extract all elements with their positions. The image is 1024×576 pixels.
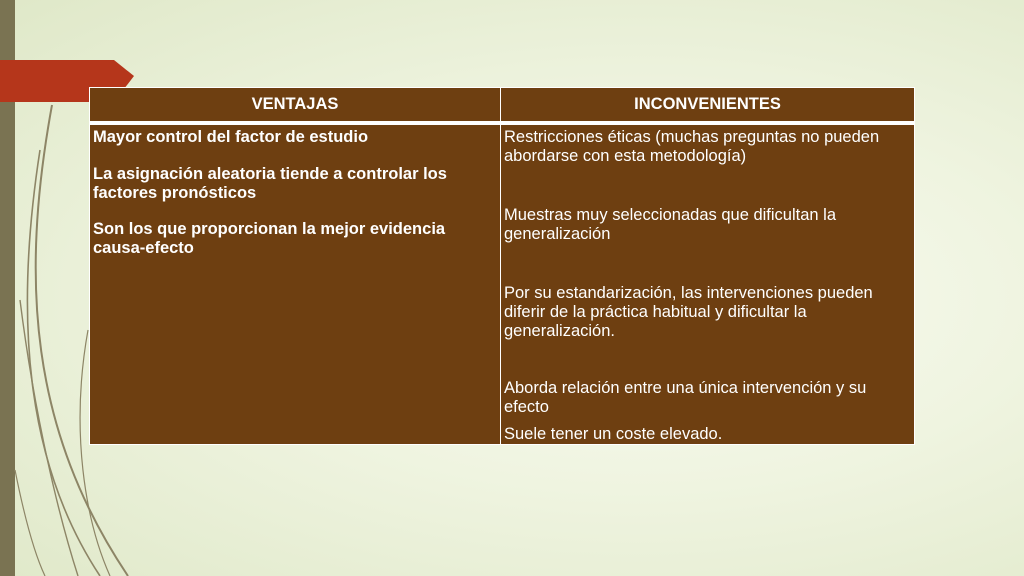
header-disadvantages: INCONVENIENTES bbox=[501, 88, 915, 124]
disadvantages-cell bbox=[501, 123, 915, 445]
advantage-item: La asignación aleatoria tiende a controlar los factores pronósticos bbox=[93, 165, 447, 202]
disadvantage-item: Muestras muy seleccionadas que dificultan la generalización bbox=[504, 206, 837, 243]
comparison-table bbox=[89, 87, 915, 445]
advantage-item: Son los que proporcionan la mejor evidencia causa-efecto bbox=[93, 220, 446, 257]
table-row bbox=[90, 123, 915, 445]
disadvantage-item: Aborda relación entre una única intervención y su efecto bbox=[504, 379, 867, 416]
advantages-cell bbox=[90, 123, 501, 445]
table-header-row bbox=[90, 88, 915, 124]
disadvantage-item: Suele tener un coste elevado. bbox=[504, 425, 723, 443]
advantage-item: Mayor control del factor de estudio bbox=[93, 128, 369, 146]
header-advantages: VENTAJAS bbox=[90, 88, 501, 124]
disadvantage-item: Por su estandarización, las intervenciones pueden diferir de la práctica habitual y dificultar la generalización. bbox=[504, 284, 873, 340]
disadvantage-item: Restricciones éticas (muchas preguntas no pueden abordarse con esta metodología) bbox=[504, 128, 880, 165]
